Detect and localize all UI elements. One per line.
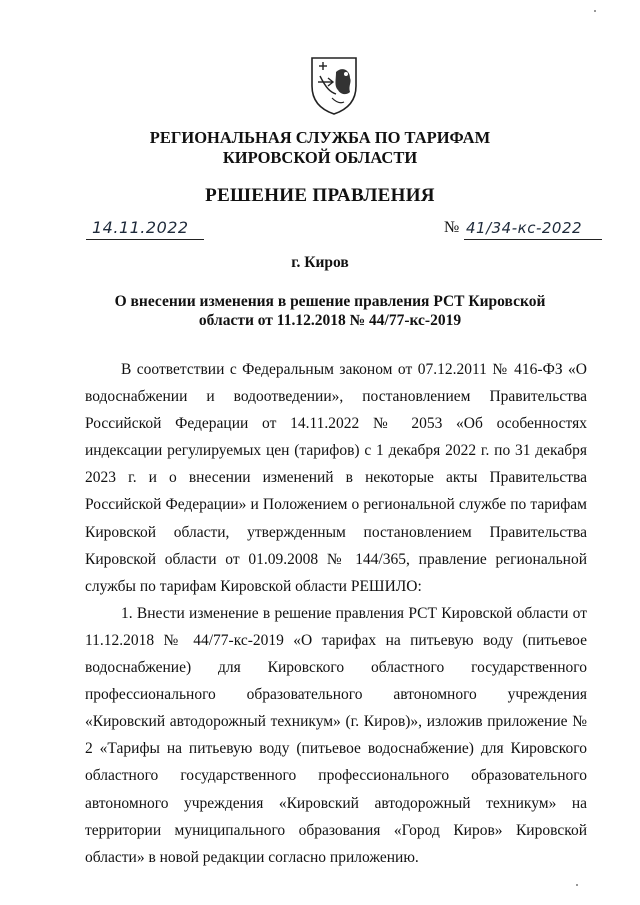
number-label: № — [444, 219, 460, 236]
document-body — [85, 356, 587, 871]
item-1-paragraph: 1. Внести изменение в решение правления РСТ Кировской области от 11.12.2018 № 44/77-кс-2019 «О тарифах на питьевую воду (питьевое водоснабжение) для Кировского областного государственного профессионального образовательного автономного учреждения «Кировский автодорожный техникум» (г. Киров)», изложив приложение № 2 «Тарифы на питьевую воду (питьевое водоснабжение) для Кировского областного государственного профессионального образовательного автономного учреждения «Кировский автодорожный техникум» на территории муниципального образования «Город Киров» Кировской области» в новой редакции согласно приложению. — [85, 604, 587, 866]
decision-date-field — [86, 218, 204, 240]
decision-title: РЕШЕНИЕ ПРАВЛЕНИЯ — [205, 185, 435, 206]
preamble-paragraph: В соответствии с Федеральным законом от 07.12.2011 № 416-ФЗ «О водоснабжении и водоотведении», постановлением Правительства Российской Федерации от 14.11.2022 № 2053 «Об особенностях индексации регулируемых цен (тарифов) с 1 декабря 2022 г. по 31 декабря 2023 г. и о внесении изменений в некоторые акты Правительства Российской Федерации» и Положением о региональной службе по тарифам Кировской области, утвержденным постановлением Правительства Кировской области от 01.09.2008 № 144/365, правление региональной службы по тарифам Кировской области РЕШИЛО: — [85, 361, 587, 595]
city: г. Киров — [291, 254, 349, 271]
scan-speck — [594, 10, 596, 12]
decision-number-field — [464, 218, 602, 240]
organization-name-line2: КИРОВСКОЙ ОБЛАСТИ — [222, 148, 418, 167]
decision-subject-line2: области от 11.12.2018 № 44/77-кс-2019 — [198, 312, 462, 329]
decision-number: 41/34-кс-2022 — [466, 219, 583, 237]
kirov-coat-of-arms-icon — [306, 52, 362, 116]
scan-speck — [576, 884, 578, 886]
number-underline — [464, 239, 602, 240]
decision-date: 14.11.2022 — [92, 218, 189, 237]
date-underline — [86, 239, 204, 240]
decision-subject-line1: О внесении изменения в решение правления РСТ Кировской — [114, 293, 546, 310]
organization-name — [0, 128, 640, 168]
organization-name-line1: РЕГИОНАЛЬНАЯ СЛУЖБА ПО ТАРИФАМ — [149, 128, 491, 147]
decision-subject — [100, 292, 560, 330]
